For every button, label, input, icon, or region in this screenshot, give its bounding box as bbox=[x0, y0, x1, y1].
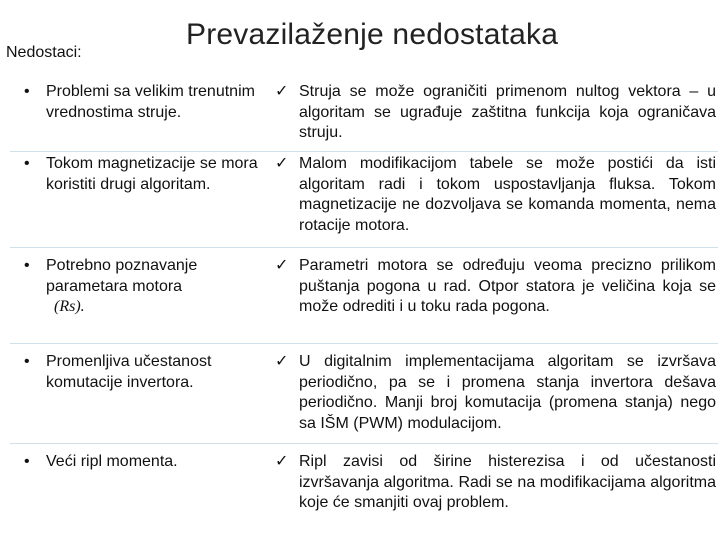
checkmark-icon: ✓ bbox=[275, 257, 289, 274]
checkmark-icon: ✓ bbox=[275, 155, 289, 172]
table-row bbox=[10, 344, 718, 444]
bullet-icon: • bbox=[24, 155, 30, 172]
solution-text: U digitalnim implementacijama algoritam se izvršava periodično, pa se i promena stanja invertora dešava periodično. Manji broj komutacija (promena stanja) nego sa IŠM (PWM) modulacijom. bbox=[299, 353, 716, 432]
bullet-icon: • bbox=[24, 353, 30, 370]
drawback-text: Promenljiva učestanost komutacije invertora. bbox=[46, 353, 212, 391]
bullet-icon: • bbox=[24, 257, 30, 274]
table-row bbox=[10, 248, 718, 344]
solution-text: Struja se može ograničiti primenom nultog vektora – u algoritam se ugrađuje zaštitna funkcija koja ograničava struju. bbox=[299, 83, 716, 141]
solution-cell bbox=[275, 352, 718, 443]
solution-cell bbox=[275, 256, 718, 343]
drawback-cell bbox=[10, 154, 275, 247]
checkmark-icon: ✓ bbox=[275, 83, 289, 100]
solution-cell bbox=[275, 452, 718, 534]
drawback-cell bbox=[10, 256, 275, 343]
drawback-text: Veći ripl momenta. bbox=[46, 453, 178, 470]
drawback-text: Potrebno poznavanje parametara motora bbox=[46, 257, 198, 295]
drawback-text: Problemi sa velikim trenutnim vrednostima struje. bbox=[46, 83, 255, 121]
table-row bbox=[10, 152, 718, 248]
drawback-text: Tokom magnetizacije se mora koristiti drugi algoritam. bbox=[46, 155, 258, 193]
solution-cell bbox=[275, 82, 718, 151]
section-label: Nedostaci: bbox=[6, 44, 82, 61]
table-row bbox=[10, 78, 718, 152]
solution-text: Parametri motora se određuju veoma precizno prilikom puštanja pogona u rad. Otpor statora je veličina koja se može odrediti i u toku rada pogona. bbox=[299, 257, 716, 315]
page-title: Prevazilaženje nedostataka bbox=[186, 18, 559, 51]
drawback-text-wrap bbox=[46, 256, 275, 343]
comparison-table bbox=[10, 78, 718, 534]
solution-text: Ripl zavisi od širine histerezisa i od učestanosti izvršavanja algoritma. Radi se na modifikacijama algoritma koje će smanjiti ovaj problem. bbox=[299, 453, 716, 511]
stator-resistance-symbol: (Rs). bbox=[54, 298, 85, 315]
bullet-icon: • bbox=[24, 453, 30, 470]
solution-cell bbox=[275, 154, 718, 247]
solution-text: Malom modifikacijom tabele se može postići da isti algoritam radi i tokom uspostavljanja fluksa. Tokom magnetizacije ne dozvoljava se komanda momenta, nema rotacije motora. bbox=[299, 155, 716, 234]
drawback-cell bbox=[10, 452, 275, 534]
drawback-cell bbox=[10, 82, 275, 151]
bullet-icon: • bbox=[24, 83, 30, 100]
checkmark-icon: ✓ bbox=[275, 453, 289, 470]
table-row bbox=[10, 444, 718, 534]
drawback-cell bbox=[10, 352, 275, 443]
checkmark-icon: ✓ bbox=[275, 353, 289, 370]
